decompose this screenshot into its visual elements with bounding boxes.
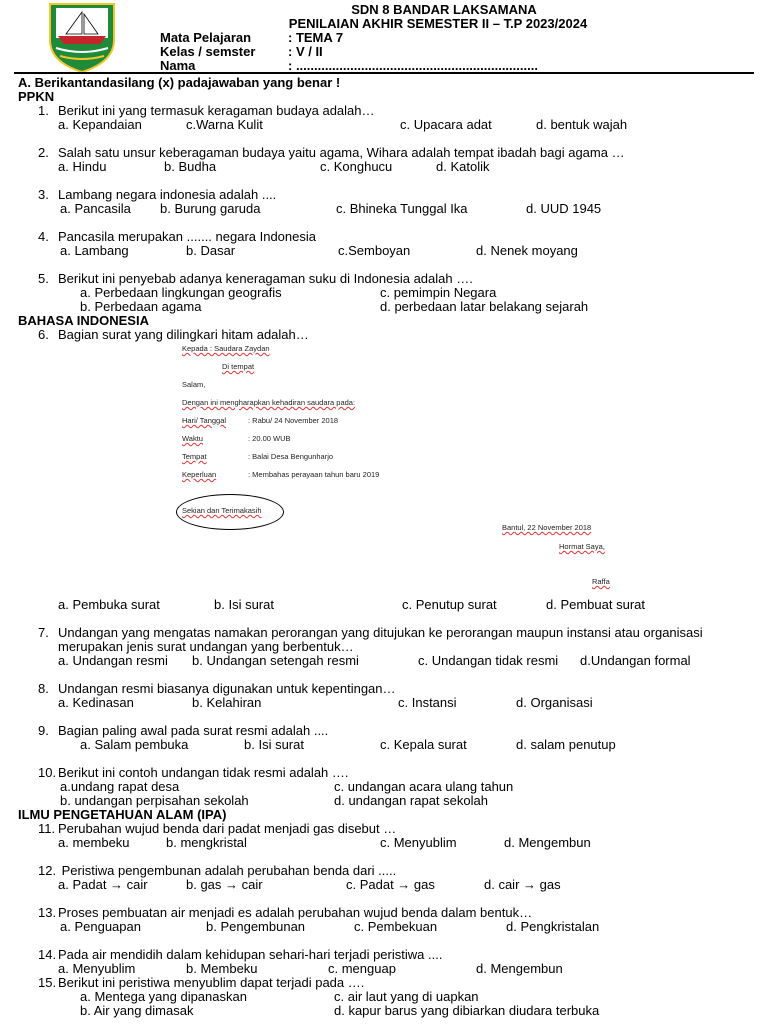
letter-row-key: Waktu [182,434,203,443]
letter-row-key: Tempat [182,452,207,461]
options-13: a. Penguapan b. Pengembunan c. Pembekuan d. Pengkristalan [60,919,600,934]
options-4: a. Lambang b. Dasar c.Semboyan d. Nenek moyang [60,243,578,258]
question-10: 10. Berikut ini contoh undangan tidak resmi adalah …. [38,765,349,780]
options-8: a. Kedinasan b. Kelahiran c. Instansi d. Organisasi [58,695,593,710]
section-a-instruction: A. Berikantandasilang (x) padajawaban yang benar ! [18,75,341,90]
question-8: 8. Undangan resmi biasanya digunakan untuk kepentingan… [38,681,396,696]
letter-date: Bantul, 22 November 2018 [502,523,592,532]
letter-closing: Sekian dan Terimakasih [182,506,262,515]
options-5a: a. Perbedaan lingkungan geografis c. pemimpin Negara [80,285,497,300]
subject-bahasa: BAHASA INDONESIA [18,313,149,328]
question-9: 9. Bagian paling awal pada surat resmi adalah .... [38,723,329,738]
question-6: 6. Bagian surat yang dilingkari hitam adalah… [38,327,309,342]
options-1: a. Kepandaian c.Warna Kulit c. Upacara adat d. bentuk wajah [58,117,628,132]
question-12: 12. Peristiwa pengembunan adalah perubahan benda dari ..... [38,863,397,878]
meta-subject: Mata Pelajaran : TEMA 7 [160,30,344,45]
letter-salam: Salam, [182,380,206,389]
options-9: a. Salam pembuka b. Isi surat c. Kepala surat d. salam penutup [80,737,616,752]
letter-row-value: : Rabu/ 24 November 2018 [248,416,339,425]
question-15: 15. Berikut ini peristiwa menyublim dapat terjadi pada …. [38,975,365,990]
letter-row-value: : Balai Desa Bengunharjo [248,452,334,461]
letter-row-value: : Membahas perayaan tahun baru 2019 [248,470,380,479]
question-3: 3. Lambang negara indonesia adalah .... [38,187,277,202]
question-14: 14. Pada air mendidih dalam kehidupan sehari-hari terjadi peristiwa .... [38,947,443,962]
options-3: a. Pancasila b. Burung garuda c. Bhineka Tunggal Ika d. UUD 1945 [60,201,602,216]
options-15b: b. Air yang dimasak d. kapur barus yang dibiarkan diudara terbuka [80,1003,600,1018]
options-5b: b. Perbedaan agama d. perbedaan latar belakang sejarah [80,299,589,314]
exam-content [18,76,753,1018]
letter-place: Di tempat [222,362,255,371]
meta-class: Kelas / semster : V / II [160,44,323,59]
question-13: 13. Proses pembuatan air menjadi es adalah perubahan wujud benda dalam bentuk… [38,905,533,920]
letter-row-value: : 20.00 WUB [248,434,291,443]
letter-row-key: Keperluan [182,470,217,479]
options-10b: b. undangan perpisahan sekolah d. undangan rapat sekolah [60,793,488,808]
options-7: a. Undangan resmi b. Undangan setengah resmi c. Undangan tidak resmi d.Undangan formal [58,653,691,668]
letter-intro: Dengan ini mengharapkan kehadiran saudara pada: [182,398,356,407]
options-12: a. Padat → cair b. gas → cair c. Padat → gas d. cair → gas [58,877,561,892]
options-10a: a.undang rapat desa c. undangan acara ulang tahun [60,779,514,794]
subject-ppkn: PPKN [18,89,55,104]
meta-name: Nama : ................................................................... [160,58,538,73]
letter-signature-name: Raffa [592,577,610,586]
options-11: a. membeku b. mengkristal c. Menyublim d. Mengembun [58,835,591,850]
header [0,0,768,76]
exam-title: PENILAIAN AKHIR SEMESTER II – T.P 2023/2024 [288,16,588,31]
letter-regards: Hormat Saya, [559,542,605,551]
question-2: 2. Salah satu unsur keberagaman budaya yaitu agama, Wihara adalah tempat ibadah bagi agama … [38,145,625,160]
options-14: a. Menyublim b. Membeku c. menguap d. Mengembun [58,961,563,976]
options-6: a. Pembuka surat b. Isi surat c. Penutup surat d. Pembuat surat [58,597,645,612]
question-1: 1. Berikut ini yang termasuk keragaman budaya adalah… [38,103,375,118]
question-7-cont: merupakan jenis surat undangan yang berbentuk… [58,639,354,654]
question-7: 7. Undangan yang mengatas namakan perorangan yang ditujukan ke perorangan maupun instansi atau organisasi [38,625,703,640]
options-15a: a. Mentega yang dipanaskan c. air laut yang di uapkan [80,989,479,1004]
invitation-letter-image [18,342,753,598]
question-11: 11. Perubahan wujud benda dari padat menjadi gas disebut … [38,821,397,836]
question-5: 5. Berikut ini penyebab adanya keneragaman suku di Indonesia adalah …. [38,271,473,286]
subject-ipa: ILMU PENGETAHUAN ALAM (IPA) [18,807,227,822]
header-divider [14,72,754,74]
options-2: a. Hindu b. Budha c. Konghucu d. Katolik [58,159,490,174]
letter-to: Kepada : Saudara Zaydan [182,344,270,353]
school-name: SDN 8 BANDAR LAKSAMANA [351,2,537,17]
letter-row-key: Hari/ Tanggal [182,416,227,425]
question-4: 4. Pancasila merupakan ....... negara Indonesia [38,229,316,244]
